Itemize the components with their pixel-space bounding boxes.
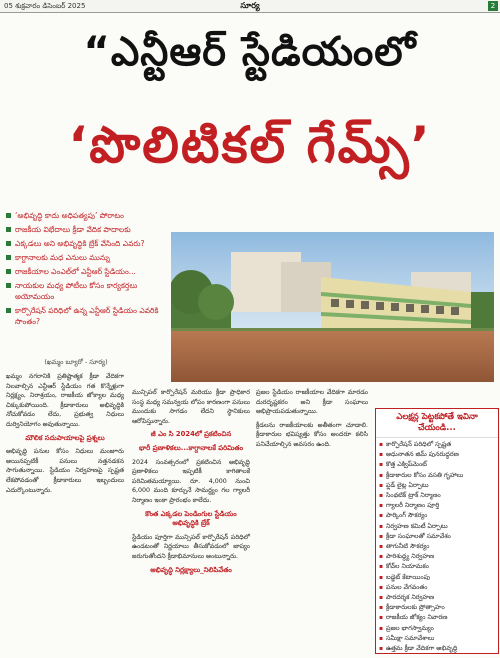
- demand-item: ▪ క్రీడా సంఘాలతో సమావేశం: [379, 532, 495, 542]
- paragraph: ప్రజల స్టేడియం రాజకీయాల వేదికగా మారడం దురదృష్టకరం అని క్రీడా సంఘాలు అభిప్రాయపడుతున్నాయి.: [256, 389, 368, 416]
- page-number-badge: 2: [488, 1, 498, 11]
- demand-item: ▪ ఉత్తమ క్రీడా వేదికగా అభివృద్ధి: [379, 644, 495, 654]
- highlight-item: కాగ్దానాలకు మధ ఎనులు మున్ను: [6, 252, 166, 263]
- demand-item: ▪ క్రీడాకారుల కోసం వసతి గృహాలు: [379, 471, 495, 481]
- callout-title: ఎలక్షన్ల పెట్టకపోతే ఇవినా చేయండి...: [376, 409, 498, 438]
- highlights-list: [6, 210, 166, 330]
- headline-line-2: ‘పొలిటికల్ గేమ్స్’: [68, 116, 432, 174]
- highlight-item: రాజకీయ విభేదాలు క్రీడా వేదిక పాదాలకు: [6, 224, 166, 235]
- demand-item: ▪ పారదర్శక నిర్వహణ: [379, 593, 495, 603]
- demand-item: ▪ క్రీడాకారులకు ప్రోత్సాహం: [379, 603, 495, 613]
- bullet-square-icon: [6, 283, 11, 288]
- demand-item: ▪ కొత్త ఎక్విప్‌మెంట్: [379, 460, 495, 470]
- demand-item: ▪ ఫ్లడ్ లైట్ల ఏర్పాటు: [379, 481, 495, 491]
- demand-item: ▪ సింథటిక్ ట్రాక్ నిర్మాణం: [379, 491, 495, 501]
- article-column-3: [256, 388, 368, 454]
- demand-item: ▪ కార్పొరేషన్ పరిధిలో స్పష్టత: [379, 440, 495, 450]
- bullet-square-icon: [6, 213, 11, 218]
- highlight-item: ఎక్కడలు అని అభివృద్ధికి బ్రేక్ వేసింది ఎవరు?: [6, 238, 166, 249]
- paragraph: ఖమ్మం నగరానికి ప్రతిష్టాత్మక క్రీడా వేదికగా నిలవాల్సిన ఎన్టీఆర్ స్టేడియం గత కొన్నేళ్లుగా నిర్లక్ష్యం, నిరాశ్రయం, రాజకీయ జోక్యాల మధ్య చిక్కుకుపోయింది. క్రీడాకారులు అభివృద్ధికి నోచుకోవడం లేదు, ప్రభుత్వ నిధులు దుర్వినియోగం అవుతున్నాయి.: [6, 373, 124, 428]
- bullet-square-icon: [6, 241, 11, 246]
- bullet-square-icon: [6, 269, 11, 274]
- demand-item: ▪ పారిశుద్ధ్య నిర్వహణ: [379, 552, 495, 562]
- issue-date: 05 శుక్రవారం డిసెంబర్ 2025: [4, 2, 86, 10]
- newspaper-name: సూర్య: [240, 1, 260, 10]
- highlight-item: నాయకుల మధ్య పోటీలు కోసం కార్యకర్తలు అయోమయం: [6, 280, 166, 302]
- demand-item: ▪ గ్యాలరీ నిర్మాణం పూర్తి: [379, 501, 495, 511]
- stadium-photo: [171, 232, 494, 382]
- subheading: కొంత ఎక్కడల పెండింగుల స్టేడియం అభివృద్ధికి బ్రేక్: [145, 509, 237, 528]
- demand-item: ▪ ప్రజల భాగస్వామ్యం: [379, 624, 495, 634]
- demand-item: ▪ తాగునీటి సౌకర్యం: [379, 542, 495, 552]
- subheading: అభివృద్ధి నిర్లక్ష్యాలు_నిలిపివేతం: [150, 565, 232, 574]
- page-header: [0, 0, 500, 13]
- paragraph: క్రీడలను రాజకీయాలకు అతీతంగా చూడాలి. క్రీడాకారుల భవిష్యత్తు కోసం అందరూ కలిసి పనిచేయాల్సిన అవసరం ఉంది.: [256, 421, 368, 448]
- highlight-item: ‘అభివృద్ధి కాదు అధిపత్యపు’ పోరాటం: [6, 210, 166, 221]
- paragraph: 2024 సంవత్సరంలో ప్రకటించిన అభివృద్ధి ప్రణాళికలు ఇప్పటికీ కాగితాలకే పరిమితమయ్యాయి. రూ. 4,000 నుంచి 6,000 మంది కూర్చునే సామర్థ్యం గల గ్యాలరీ నిర్మాణం ఇంకా ప్రారంభం కాలేదు.: [132, 458, 250, 504]
- bullet-square-icon: [6, 308, 11, 313]
- paragraph: మున్సిపల్ కార్పొరేషన్ మరియు క్రీడా ప్రాధికార సంస్థ మధ్య సమన్వయ లోపం కారణంగా పనులు ముందుకు సాగడం లేదని స్థానికులు ఆరోపిస్తున్నారు.: [132, 389, 250, 425]
- demand-item: ▪ పనుల వేగవంతం: [379, 583, 495, 593]
- demand-item: ▪ సమీక్షా సమావేశాలు: [379, 634, 495, 644]
- highlight-item: రాజకీయాల ఎంఎల్‌లో ఎన్టీఆర్ స్టేడియం...: [6, 266, 166, 277]
- demand-item: ▪ రాజకీయ జోక్యం నివారణ: [379, 613, 495, 623]
- paragraph: స్టేడియం పూర్తిగా మున్సిపల్ కార్పొరేషన్ పరిధిలో ఉండటంతో నిర్ణయాలు తీసుకోవడంలో జాప్యం జరుగుతోందని క్రీడాభిమానులు అంటున్నారు.: [132, 533, 250, 560]
- subheading: భారీ ప్రణాళికలు...కాగ్దానాలకే పరిమితం: [138, 443, 244, 452]
- demands-list: [376, 440, 498, 654]
- demand-item: ▪ అధునాతన జిమ్ పునరుద్ధరణ: [379, 450, 495, 460]
- demands-callout-box: [375, 408, 499, 654]
- article-column-2: [132, 388, 250, 579]
- highlight-item: కార్పొరేషన్ పరిధిలో ఉన్న ఎన్టీఆర్ స్టేడియం ఎవరికి సొంతం?: [6, 305, 166, 327]
- headline-line-1: “ఎన్టీఆర్ స్టేడియంలో: [83, 29, 417, 75]
- article-column-1: [6, 372, 124, 499]
- subheading: మౌలిక సదుపాయాలపై ప్రశ్నలు: [25, 433, 105, 442]
- bullet-square-icon: [6, 255, 11, 260]
- demand-item: ▪ నిర్వహణ కమిటీ ఏర్పాటు: [379, 522, 495, 532]
- bullet-square-icon: [6, 227, 11, 232]
- photo-credit: (ఖమ్మం బ్యూరో - సూర్య): [44, 358, 108, 366]
- subheading: జీ ఎం సి 2024లో ప్రకటించిన: [150, 430, 232, 439]
- paragraph: అభివృద్ధి పనుల కోసం నిధులు మంజూరు అయినప్పటికీ పనులు నత్తనడకన సాగుతున్నాయి. స్టేడియం నిర్వహణపై స్పష్టత లేకపోవడంతో క్రీడాకారులు ఇబ్బందులు ఎదుర్కొంటున్నారు.: [6, 448, 124, 494]
- demand-item: ▪ పార్కింగ్ సౌకర్యం: [379, 511, 495, 521]
- demand-item: ▪ కోచ్‌ల నియామకం: [379, 562, 495, 572]
- demand-item: ▪ బడ్జెట్ కేటాయింపు: [379, 573, 495, 583]
